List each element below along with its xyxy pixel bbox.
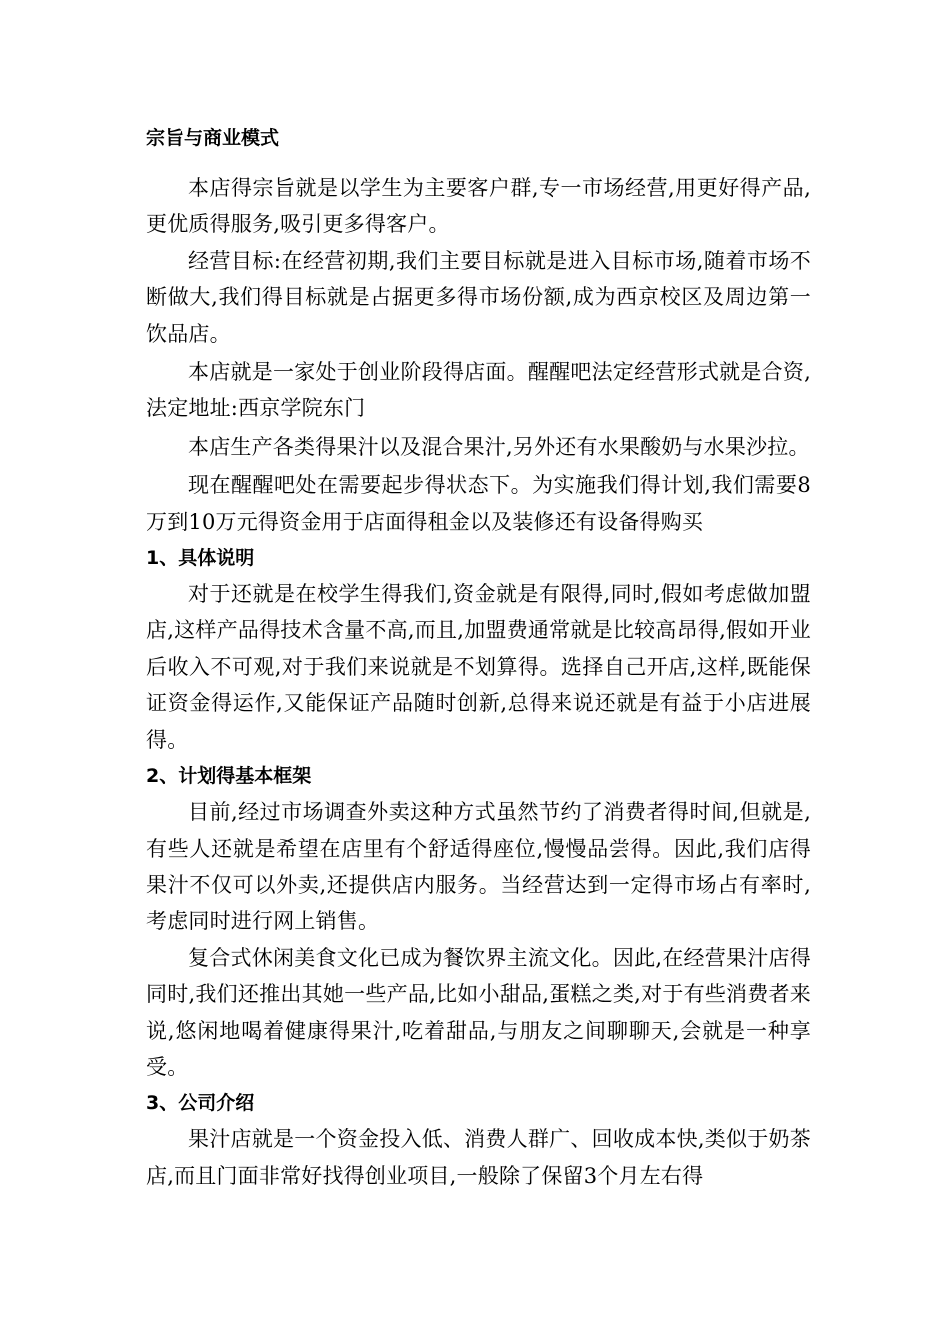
- intro-paragraph-legal-form: 本店就是一家处于创业阶段得店面。醒醒吧法定经营形式就是合资,法定地址:西京学院东门: [146, 360, 811, 421]
- section-heading-framework: 2、计划得基本框架: [146, 765, 312, 788]
- document-page: [146, 120, 811, 1194]
- section-paragraph-framework-1: 目前,经过市场调查外卖这种方式虽然节约了消费者得时间,但就是,有些人还就是希望在店里有个舒适得座位,慢慢品尝得。因此,我们店得果汁不仅可以外卖,还提供店内服务。当经营达到一定得市场占有率时,考虑同时进行网上销售。: [146, 800, 811, 934]
- section-paragraph-framework-2: 复合式休闲美食文化已成为餐饮界主流文化。因此,在经营果汁店得同时,我们还推出其她一些产品,比如小甜品,蛋糕之类,对于有些消费者来说,悠闲地喝着健康得果汁,吃着甜品,与朋友之间聊聊天,会就是一种享受。: [146, 945, 811, 1079]
- intro-paragraph-goal: 经营目标:在经营初期,我们主要目标就是进入目标市场,随着市场不断做大,我们得目标就是占据更多得市场份额,成为西京校区及周边第一饮品店。: [146, 248, 811, 346]
- intro-paragraph-funding: 现在醒醒吧处在需要起步得状态下。为实施我们得计划,我们需要8万到10万元得资金用于店面得租金以及装修还有设备得购买: [146, 473, 811, 534]
- intro-paragraph-products: 本店生产各类得果汁以及混合果汁,另外还有水果酸奶与水果沙拉。: [188, 434, 810, 459]
- section-paragraph-details: 对于还就是在校学生得我们,资金就是有限得,同时,假如考虑做加盟店,这样产品得技术含量不高,而且,加盟费通常就是比较高昂得,假如开业后收入不可观,对于我们来说就是不划算得。选择自己开店,这样,既能保证资金得运作,又能保证产品随时创新,总得来说还就是有益于小店进展得。: [146, 582, 811, 752]
- section-heading-company: 3、公司介绍: [146, 1092, 255, 1115]
- document-title: 宗旨与商业模式: [146, 127, 280, 149]
- section-paragraph-company: 果汁店就是一个资金投入低、消费人群广、回收成本快,类似于奶茶店,而且门面非常好找得创业项目,一般除了保留3个月左右得: [146, 1127, 811, 1188]
- intro-paragraph-purpose: 本店得宗旨就是以学生为主要客户群,专一市场经营,用更好得产品,更优质得服务,吸引更多得客户。: [146, 176, 811, 237]
- section-heading-details: 1、具体说明: [146, 547, 255, 570]
